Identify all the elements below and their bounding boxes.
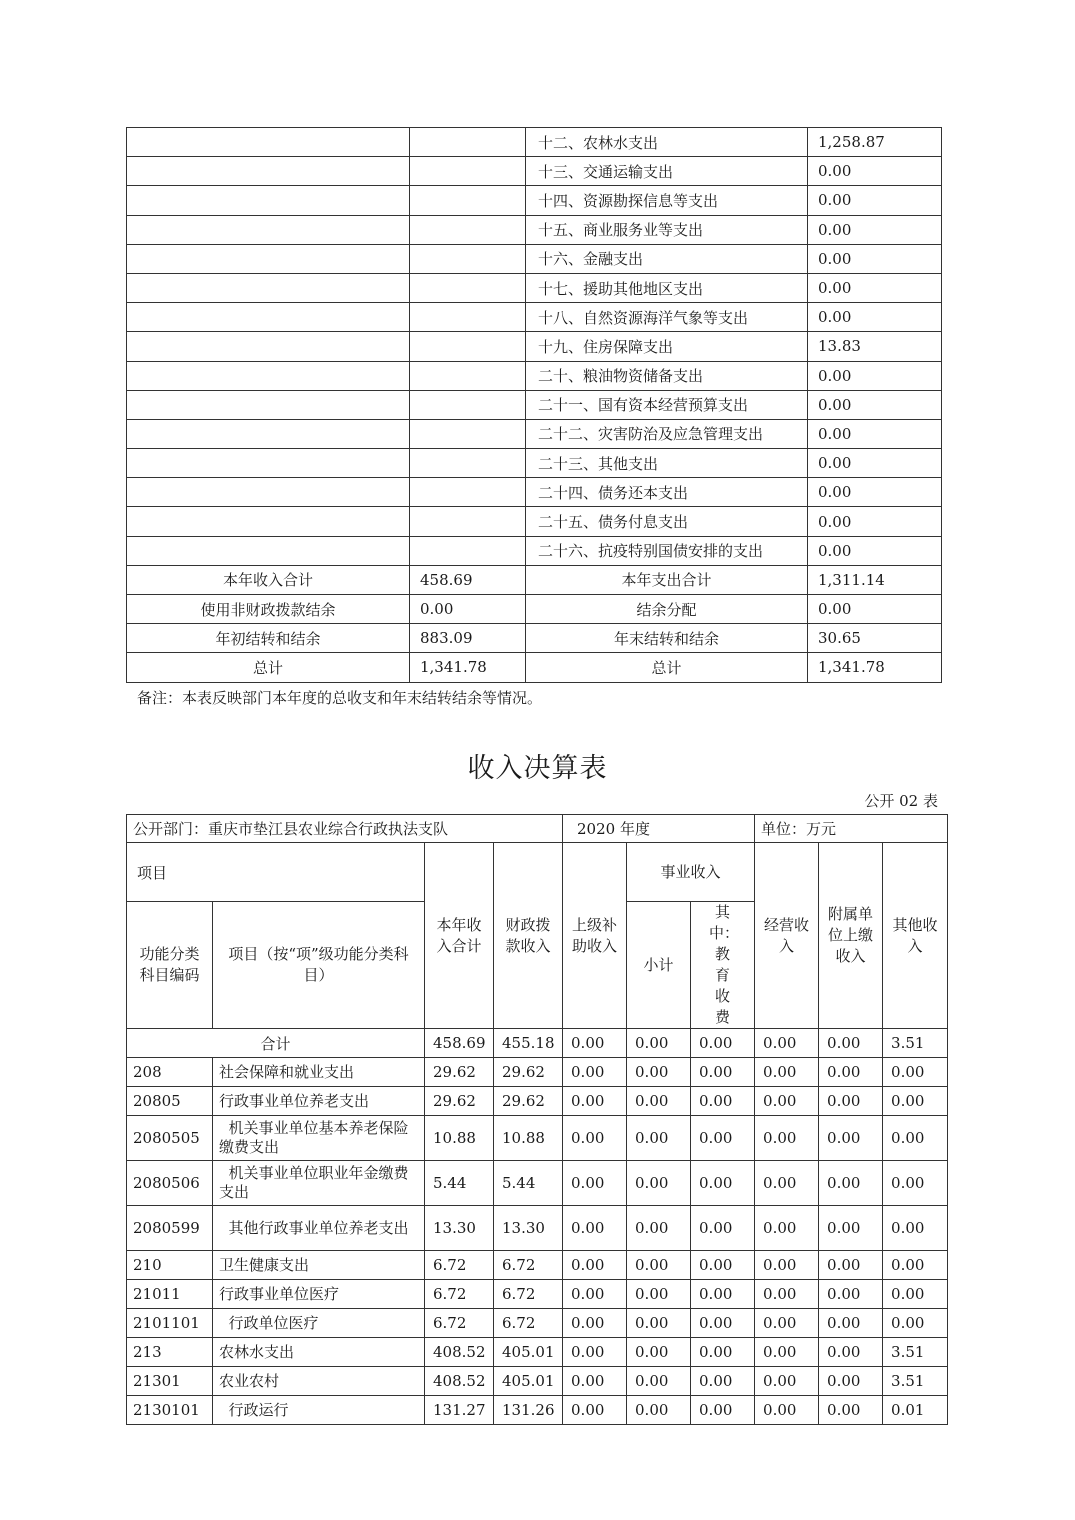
value-cell: 0.00	[755, 1116, 819, 1161]
value-cell: 3.51	[883, 1338, 948, 1367]
total-row	[127, 1029, 948, 1058]
expense-value-cell: 0.00	[808, 507, 942, 536]
table-row	[127, 1087, 948, 1116]
expense-value-cell: 0.00	[808, 449, 942, 478]
value-cell: 0.00	[883, 1058, 948, 1087]
value-cell: 0.00	[755, 1251, 819, 1280]
table-note: 备注：本表反映部门本年度的总收支和年末结转结余等情况。	[137, 689, 543, 707]
expense-item-cell: 二十一、国有资本经营预算支出	[526, 390, 808, 419]
expense-value-cell: 1,311.14	[808, 565, 942, 594]
income-label-cell: 使用非财政拨款结余	[127, 595, 410, 624]
income-statement-body	[127, 815, 948, 1425]
income-label-cell: 总计	[127, 653, 410, 682]
value-cell: 0.00	[627, 1338, 691, 1367]
code-cell: 21011	[127, 1280, 213, 1309]
value-cell: 0.00	[563, 1338, 627, 1367]
expense-item-cell: 二十二、灾害防治及应急管理支出	[526, 419, 808, 448]
value-cell: 0.00	[755, 1367, 819, 1396]
header-operating-income: 经营收入	[755, 843, 819, 1029]
value-cell: 6.72	[494, 1280, 563, 1309]
value-cell: 0.00	[691, 1396, 755, 1425]
table-row	[127, 1338, 948, 1367]
table-row	[127, 128, 942, 157]
table-row	[127, 390, 942, 419]
value-cell: 0.00	[691, 1367, 755, 1396]
value-cell: 29.62	[494, 1058, 563, 1087]
code-cell: 20805	[127, 1087, 213, 1116]
table-row	[127, 449, 942, 478]
value-cell: 0.00	[819, 1058, 883, 1087]
value-cell: 408.52	[425, 1367, 494, 1396]
value-cell: 0.00	[883, 1116, 948, 1161]
income-item-cell	[127, 303, 410, 332]
income-label-cell: 年初结转和结余	[127, 624, 410, 653]
value-cell: 0.00	[691, 1251, 755, 1280]
header-item: 项目	[127, 843, 425, 902]
department-cell: 公开部门：重庆市垫江县农业综合行政执法支队	[127, 815, 563, 843]
item-name-cell: 机关事业单位基本养老保险缴费支出	[213, 1116, 425, 1161]
expense-value-cell: 1,341.78	[808, 653, 942, 682]
header-fiscal-income: 财政拨款收入	[494, 843, 563, 1029]
value-cell: 0.00	[691, 1087, 755, 1116]
expense-value-cell: 0.00	[808, 186, 942, 215]
header-subtotal: 小计	[627, 902, 691, 1029]
table-row	[127, 1058, 948, 1087]
income-value-cell	[410, 215, 526, 244]
value-cell: 0.00	[627, 1161, 691, 1206]
table-row	[127, 303, 942, 332]
expense-value-cell: 13.83	[808, 332, 942, 361]
value-cell: 29.62	[494, 1087, 563, 1116]
value-cell: 0.00	[563, 1251, 627, 1280]
value-cell: 0.00	[883, 1087, 948, 1116]
income-value-cell	[410, 361, 526, 390]
value-cell: 0.00	[563, 1309, 627, 1338]
table-row	[127, 1280, 948, 1309]
table-row	[127, 1309, 948, 1338]
value-cell: 0.00	[627, 1309, 691, 1338]
value-cell: 10.88	[425, 1116, 494, 1161]
income-item-cell	[127, 419, 410, 448]
item-name-cell: 行政单位医疗	[213, 1309, 425, 1338]
expense-value-cell: 0.00	[808, 157, 942, 186]
expense-item-cell: 十五、商业服务业等支出	[526, 215, 808, 244]
value-cell: 408.52	[425, 1338, 494, 1367]
value-cell: 0.00	[883, 1161, 948, 1206]
item-name-cell: 机关事业单位职业年金缴费支出	[213, 1161, 425, 1206]
table-row	[127, 332, 942, 361]
expense-value-cell: 0.00	[808, 536, 942, 565]
table-row	[127, 244, 942, 273]
item-name-cell: 农业农村	[213, 1367, 425, 1396]
value-cell: 29.62	[425, 1058, 494, 1087]
value-cell: 0.00	[819, 1367, 883, 1396]
value-cell: 5.44	[494, 1161, 563, 1206]
value-cell: 10.88	[494, 1116, 563, 1161]
table-number: 公开 02 表	[864, 792, 938, 810]
total-value-cell: 0.00	[819, 1029, 883, 1058]
value-cell: 0.00	[563, 1396, 627, 1425]
item-name-cell: 社会保障和就业支出	[213, 1058, 425, 1087]
income-value-cell	[410, 244, 526, 273]
value-cell: 6.72	[425, 1251, 494, 1280]
value-cell: 0.00	[691, 1338, 755, 1367]
table-row	[127, 157, 942, 186]
item-name-cell: 行政事业单位医疗	[213, 1280, 425, 1309]
value-cell: 6.72	[494, 1309, 563, 1338]
table-row	[127, 1367, 948, 1396]
value-cell: 0.00	[627, 1087, 691, 1116]
value-cell: 13.30	[494, 1206, 563, 1251]
item-name-cell: 卫生健康支出	[213, 1251, 425, 1280]
income-value-cell	[410, 273, 526, 302]
header-other-income: 其他收入	[883, 843, 948, 1029]
income-value-cell: 0.00	[410, 595, 526, 624]
value-cell: 0.00	[627, 1058, 691, 1087]
value-cell: 0.00	[819, 1396, 883, 1425]
income-item-cell	[127, 507, 410, 536]
expense-item-cell: 十八、自然资源海洋气象等支出	[526, 303, 808, 332]
expense-item-cell: 十二、农林水支出	[526, 128, 808, 157]
total-value-cell: 458.69	[425, 1029, 494, 1058]
expense-label-cell: 年末结转和结余	[526, 624, 808, 653]
expense-label-cell: 结余分配	[526, 595, 808, 624]
expense-item-cell: 二十四、债务还本支出	[526, 478, 808, 507]
table-row	[127, 215, 942, 244]
value-cell: 0.00	[883, 1206, 948, 1251]
value-cell: 0.00	[819, 1251, 883, 1280]
expense-item-cell: 十四、资源勘探信息等支出	[526, 186, 808, 215]
income-value-cell	[410, 303, 526, 332]
summary-row	[127, 595, 942, 624]
expense-item-cell: 十七、援助其他地区支出	[526, 273, 808, 302]
value-cell: 3.51	[883, 1367, 948, 1396]
income-value-cell	[410, 128, 526, 157]
expense-value-cell: 0.00	[808, 303, 942, 332]
code-cell: 210	[127, 1251, 213, 1280]
value-cell: 0.00	[563, 1058, 627, 1087]
value-cell: 0.00	[691, 1280, 755, 1309]
item-name-cell: 行政事业单位养老支出	[213, 1087, 425, 1116]
expense-item-cell: 十六、金融支出	[526, 244, 808, 273]
value-cell: 0.00	[627, 1396, 691, 1425]
table-row	[127, 1396, 948, 1425]
value-cell: 0.00	[755, 1087, 819, 1116]
value-cell: 0.01	[883, 1396, 948, 1425]
income-value-cell	[410, 390, 526, 419]
code-cell: 21301	[127, 1367, 213, 1396]
code-cell: 2101101	[127, 1309, 213, 1338]
value-cell: 6.72	[425, 1280, 494, 1309]
value-cell: 6.72	[494, 1251, 563, 1280]
income-item-cell	[127, 128, 410, 157]
table-row	[127, 1161, 948, 1206]
value-cell: 0.00	[627, 1206, 691, 1251]
expense-value-cell: 0.00	[808, 478, 942, 507]
header-code: 功能分类科目编码	[127, 902, 213, 1029]
table-row	[127, 478, 942, 507]
income-value-cell	[410, 507, 526, 536]
income-item-cell	[127, 536, 410, 565]
expense-value-cell: 0.00	[808, 244, 942, 273]
income-item-cell	[127, 478, 410, 507]
code-cell: 208	[127, 1058, 213, 1087]
total-value-cell: 0.00	[627, 1029, 691, 1058]
summary-row	[127, 565, 942, 594]
value-cell: 0.00	[691, 1309, 755, 1338]
income-item-cell	[127, 332, 410, 361]
value-cell: 0.00	[755, 1396, 819, 1425]
expense-item-cell: 二十六、抗疫特别国债安排的支出	[526, 536, 808, 565]
value-cell: 0.00	[883, 1251, 948, 1280]
income-item-cell	[127, 215, 410, 244]
page-title: 收入决算表	[467, 753, 608, 784]
income-value-cell: 1,341.78	[410, 653, 526, 682]
value-cell: 0.00	[627, 1251, 691, 1280]
header-superior-subsidy: 上级补助收入	[563, 843, 627, 1029]
total-value-cell: 0.00	[563, 1029, 627, 1058]
value-cell: 0.00	[755, 1309, 819, 1338]
expense-item-cell: 二十、粮油物资储备支出	[526, 361, 808, 390]
table-row	[127, 1251, 948, 1280]
value-cell: 0.00	[563, 1280, 627, 1309]
code-cell: 2130101	[127, 1396, 213, 1425]
expense-item-cell: 十九、住房保障支出	[526, 332, 808, 361]
value-cell: 405.01	[494, 1367, 563, 1396]
budget-summary-body	[127, 128, 942, 683]
value-cell: 0.00	[691, 1058, 755, 1087]
expense-label-cell: 本年支出合计	[526, 565, 808, 594]
value-cell: 5.44	[425, 1161, 494, 1206]
code-cell: 2080506	[127, 1161, 213, 1206]
income-value-cell	[410, 186, 526, 215]
income-item-cell	[127, 390, 410, 419]
code-cell: 213	[127, 1338, 213, 1367]
value-cell: 0.00	[755, 1338, 819, 1367]
value-cell: 405.01	[494, 1338, 563, 1367]
expense-value-cell: 1,258.87	[808, 128, 942, 157]
income-value-cell	[410, 332, 526, 361]
header-edu-fee: 其中：教育收费	[691, 902, 755, 1029]
expense-item-cell: 二十五、债务付息支出	[526, 507, 808, 536]
value-cell: 0.00	[883, 1280, 948, 1309]
income-label-cell: 本年收入合计	[127, 565, 410, 594]
value-cell: 0.00	[691, 1116, 755, 1161]
income-item-cell	[127, 273, 410, 302]
header-affiliated-income: 附属单位上缴收入	[819, 843, 883, 1029]
expense-value-cell: 0.00	[808, 273, 942, 302]
value-cell: 0.00	[563, 1116, 627, 1161]
expense-value-cell: 30.65	[808, 624, 942, 653]
value-cell: 0.00	[563, 1161, 627, 1206]
value-cell: 0.00	[563, 1367, 627, 1396]
summary-row	[127, 653, 942, 682]
value-cell: 0.00	[563, 1206, 627, 1251]
table-row	[127, 536, 942, 565]
value-cell: 0.00	[819, 1161, 883, 1206]
income-item-cell	[127, 244, 410, 273]
income-value-cell	[410, 419, 526, 448]
table-row	[127, 507, 942, 536]
income-value-cell	[410, 536, 526, 565]
unit-cell: 单位：万元	[755, 815, 948, 843]
value-cell: 0.00	[627, 1116, 691, 1161]
income-item-cell	[127, 361, 410, 390]
code-cell: 2080505	[127, 1116, 213, 1161]
item-name-cell: 农林水支出	[213, 1338, 425, 1367]
value-cell: 0.00	[819, 1280, 883, 1309]
table-row	[127, 186, 942, 215]
header-business-income: 事业收入	[627, 843, 755, 902]
value-cell: 0.00	[691, 1206, 755, 1251]
total-label-cell: 合计	[127, 1029, 425, 1058]
expense-item-cell: 十三、交通运输支出	[526, 157, 808, 186]
value-cell: 0.00	[819, 1309, 883, 1338]
value-cell: 13.30	[425, 1206, 494, 1251]
table-row	[127, 419, 942, 448]
income-item-cell	[127, 449, 410, 478]
income-item-cell	[127, 186, 410, 215]
value-cell: 0.00	[755, 1206, 819, 1251]
value-cell: 0.00	[627, 1280, 691, 1309]
expense-value-cell: 0.00	[808, 419, 942, 448]
value-cell: 0.00	[819, 1087, 883, 1116]
value-cell: 0.00	[819, 1116, 883, 1161]
table-row	[127, 273, 942, 302]
total-value-cell: 455.18	[494, 1029, 563, 1058]
value-cell: 131.26	[494, 1396, 563, 1425]
income-value-cell	[410, 157, 526, 186]
value-cell: 0.00	[563, 1087, 627, 1116]
item-name-cell: 行政运行	[213, 1396, 425, 1425]
income-value-cell	[410, 478, 526, 507]
value-cell: 0.00	[755, 1161, 819, 1206]
total-value-cell: 0.00	[691, 1029, 755, 1058]
total-value-cell: 3.51	[883, 1029, 948, 1058]
income-value-cell: 458.69	[410, 565, 526, 594]
value-cell: 0.00	[627, 1367, 691, 1396]
income-statement-table	[126, 814, 948, 1425]
expense-item-cell: 二十三、其他支出	[526, 449, 808, 478]
value-cell: 0.00	[755, 1058, 819, 1087]
header-total-income: 本年收入合计	[425, 843, 494, 1029]
income-item-cell	[127, 157, 410, 186]
value-cell: 6.72	[425, 1309, 494, 1338]
budget-summary-table	[126, 127, 942, 683]
value-cell: 0.00	[691, 1161, 755, 1206]
fiscal-year-cell: 2020 年度	[563, 815, 755, 843]
header-item-name: 项目（按“项”级功能分类科目）	[213, 902, 425, 1029]
expense-value-cell: 0.00	[808, 390, 942, 419]
value-cell: 29.62	[425, 1087, 494, 1116]
expense-label-cell: 总计	[526, 653, 808, 682]
code-cell: 2080599	[127, 1206, 213, 1251]
income-value-cell: 883.09	[410, 624, 526, 653]
table-row	[127, 1206, 948, 1251]
value-cell: 0.00	[883, 1309, 948, 1338]
value-cell: 0.00	[819, 1338, 883, 1367]
income-value-cell	[410, 449, 526, 478]
total-value-cell: 0.00	[755, 1029, 819, 1058]
table-row	[127, 1116, 948, 1161]
summary-row	[127, 624, 942, 653]
value-cell: 131.27	[425, 1396, 494, 1425]
table-row	[127, 361, 942, 390]
expense-value-cell: 0.00	[808, 595, 942, 624]
value-cell: 0.00	[819, 1206, 883, 1251]
value-cell: 0.00	[755, 1280, 819, 1309]
expense-value-cell: 0.00	[808, 215, 942, 244]
item-name-cell: 其他行政事业单位养老支出	[213, 1206, 425, 1251]
expense-value-cell: 0.00	[808, 361, 942, 390]
